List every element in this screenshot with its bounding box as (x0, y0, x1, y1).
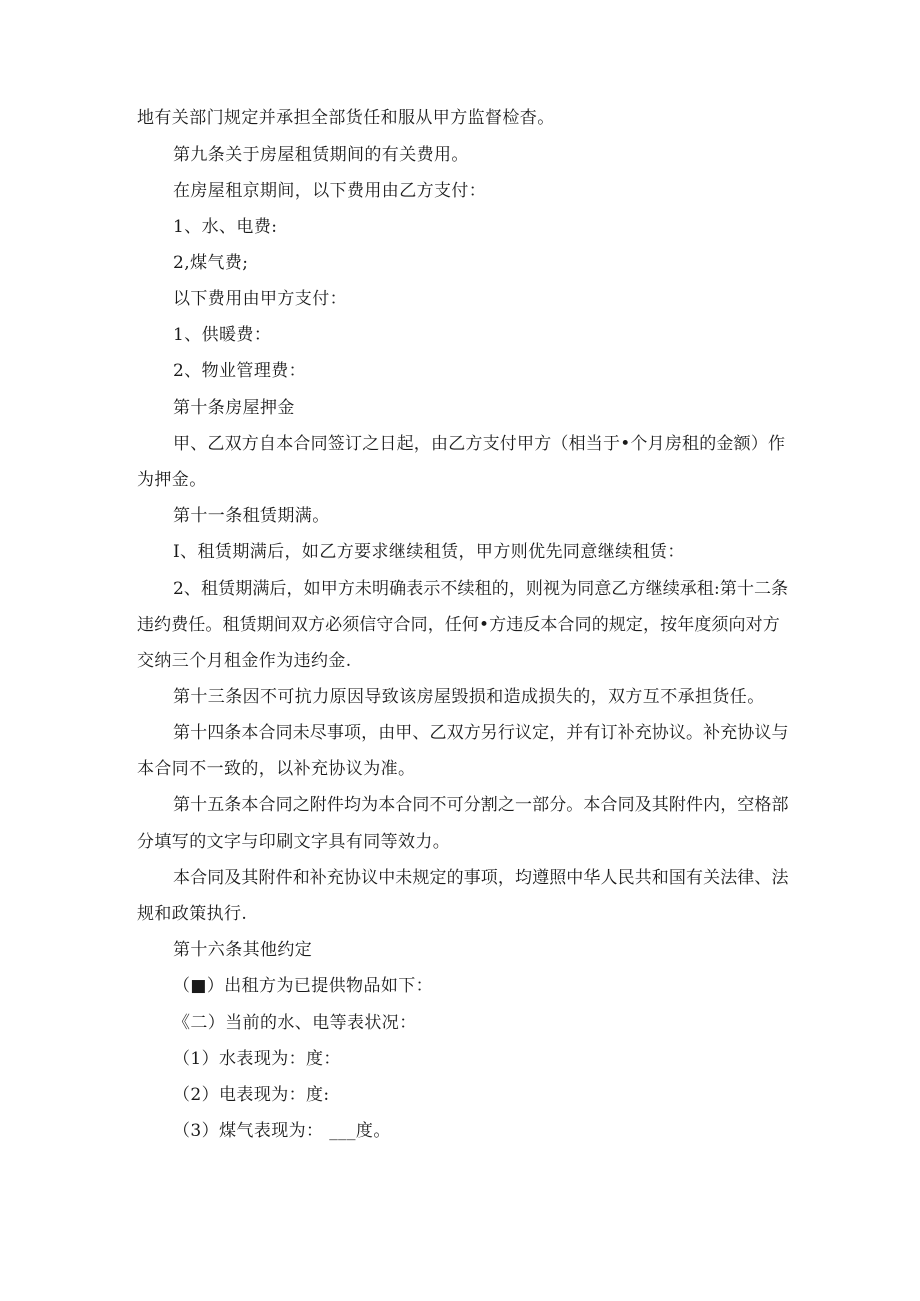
list-item: 2、物业管理费： (173, 361, 307, 381)
text-line: 交纳三个月租金作为违约金. (137, 651, 352, 671)
clause-heading-16: 第十六条其他约定 (173, 940, 313, 960)
clause-heading-9: 第九条关于房屋租赁期间的有关费用。 (173, 145, 469, 165)
text-line: 本合同及其附件和补充协议中未规定的事项，均遵照中华人民共和国有关法律、法 (173, 868, 789, 888)
list-item: 2、租赁期满后，如甲方未明确表示不续租的，则视为同意乙方继续承租:第十二条 (173, 579, 789, 599)
meter-reading-gas: （3）煤气表现为： ___度。 (173, 1121, 391, 1141)
text-line: 规和政策执行. (137, 904, 248, 924)
text-line: 为押金。 (137, 470, 207, 490)
list-item: 《二）当前的水、电等表状况： (173, 1013, 417, 1033)
meter-reading-electric: （2）电表现为：度: (173, 1085, 330, 1105)
clause-heading-11: 第十一条租赁期满。 (173, 506, 330, 526)
meter-reading-water: （1）水表现为：度： (173, 1049, 341, 1069)
clause-heading-15: 第十五条本合同之附件均为本合同不可分割之一部分。本合同及其附件内，空格部 (173, 795, 789, 815)
list-item: 1、水、电费: (173, 217, 278, 237)
list-item: 1、供暖费： (173, 325, 272, 345)
list-item: （■）出租方为已提供物品如下： (173, 976, 434, 996)
clause-heading-14: 第十四条本合同未尽事项，由甲、乙双方另行议定，并有订补充协议。补充协议与 (173, 723, 789, 743)
clause-heading-13: 第十三条因不可抗力原因导致该房屋毁损和造成损失的，双方互不承担货任。 (173, 687, 765, 707)
text-line: 以下费用由甲方支付： (173, 289, 347, 309)
text-line: 地有关部门规定并承担全部货任和服从甲方监督检杳。 (137, 108, 555, 128)
text-line: 分填写的文字与印刷文字具有同等效力。 (137, 832, 451, 852)
text-line: 违约费任。租赁期间双方必须信守合同，任何•方违反本合同的规定，按年度须向对方 (137, 615, 780, 635)
clause-heading-10: 第十条房屋押金 (173, 398, 295, 418)
list-item: I、租赁期满后，如乙方要求继续租赁，甲方则优先同意继续租赁： (173, 542, 685, 562)
text-line: 本合同不一致的，以补充协议为准。 (137, 759, 416, 779)
text-line: 甲、乙双方自本合同签订之日起，由乙方支付甲方（相当于•个月房租的金额）作 (173, 434, 786, 454)
list-item: 2,煤气费; (173, 253, 249, 273)
text-line: 在房屋租京期间，以下费用由乙方支付： (173, 181, 487, 201)
